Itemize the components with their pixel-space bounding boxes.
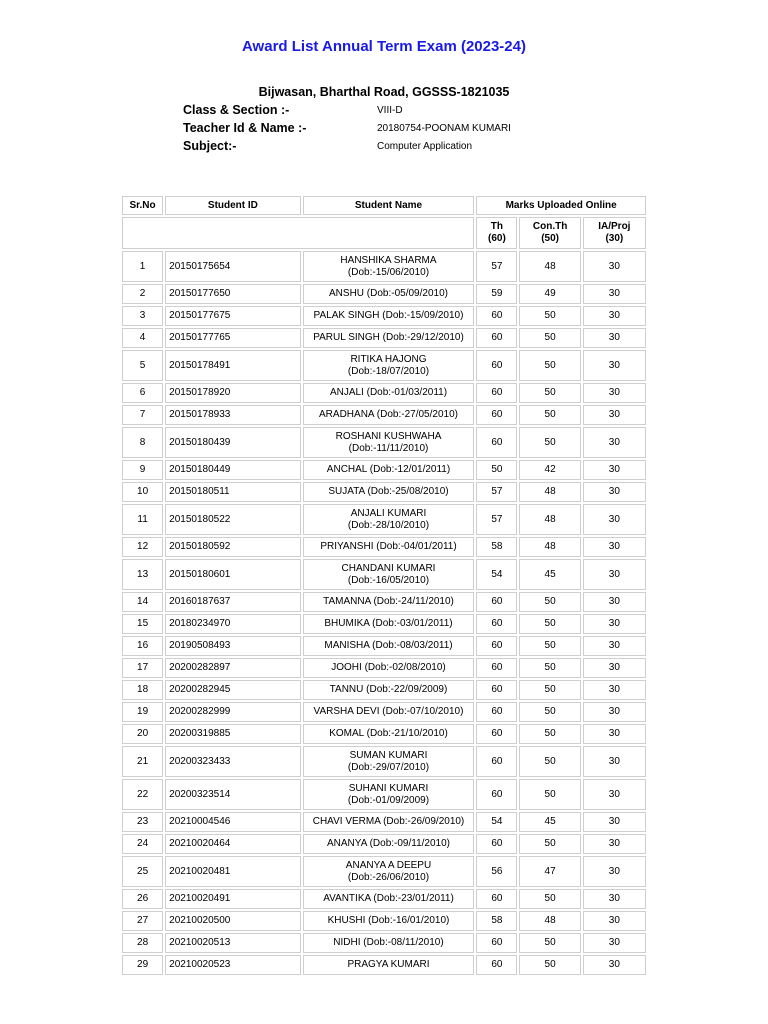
cell-conth-marks: 50 (519, 779, 580, 810)
teacher-label: Teacher Id & Name :- (183, 121, 307, 135)
cell-student-id: 20210020513 (165, 933, 301, 953)
cell-student-id: 20210004546 (165, 812, 301, 832)
cell-conth-marks: 50 (519, 834, 580, 854)
cell-student-id: 20150180449 (165, 460, 301, 480)
cell-th-marks: 60 (476, 350, 517, 381)
table-row (122, 636, 646, 656)
cell-th-marks: 59 (476, 284, 517, 304)
subject-row (183, 137, 472, 155)
table-row (122, 350, 646, 381)
cell-student-name: NIDHI (Dob:-08/11/2010) (303, 933, 475, 953)
teacher-row (183, 119, 511, 137)
table-row (122, 460, 646, 480)
table-row (122, 559, 646, 590)
cell-student-id: 20210020481 (165, 856, 301, 887)
cell-conth-marks: 45 (519, 812, 580, 832)
cell-student-name: ROSHANI KUSHWAHA (Dob:-11/11/2010) (303, 427, 475, 458)
cell-student-id: 20210020500 (165, 911, 301, 931)
cell-srno: 20 (122, 724, 163, 744)
table-row (122, 955, 646, 975)
cell-student-name: SUHANI KUMARI (Dob:-01/09/2009) (303, 779, 475, 810)
table-row (122, 405, 646, 425)
cell-th-marks: 60 (476, 746, 517, 777)
cell-student-id: 20190508493 (165, 636, 301, 656)
cell-student-id: 20210020491 (165, 889, 301, 909)
cell-srno: 6 (122, 383, 163, 403)
cell-student-name: PRAGYA KUMARI (303, 955, 475, 975)
cell-srno: 10 (122, 482, 163, 502)
table-row (122, 724, 646, 744)
cell-iaproj-marks: 30 (583, 702, 646, 722)
cell-student-name: ARADHANA (Dob:-27/05/2010) (303, 405, 475, 425)
col-header-conth: Con.Th (50) (519, 217, 580, 249)
cell-srno: 26 (122, 889, 163, 909)
cell-iaproj-marks: 30 (583, 779, 646, 810)
award-table (120, 194, 648, 977)
cell-student-id: 20150177765 (165, 328, 301, 348)
cell-srno: 2 (122, 284, 163, 304)
cell-student-name: ANJALI (Dob:-01/03/2011) (303, 383, 475, 403)
col-header-iaproj: IA/Proj (30) (583, 217, 646, 249)
cell-student-id: 20150180592 (165, 537, 301, 557)
cell-student-name: PARUL SINGH (Dob:-29/12/2010) (303, 328, 475, 348)
cell-student-id: 20200282897 (165, 658, 301, 678)
cell-srno: 5 (122, 350, 163, 381)
table-row (122, 284, 646, 304)
table-row (122, 614, 646, 634)
cell-th-marks: 50 (476, 460, 517, 480)
cell-student-id: 20200323514 (165, 779, 301, 810)
cell-conth-marks: 50 (519, 680, 580, 700)
cell-student-name: AVANTIKA (Dob:-23/01/2011) (303, 889, 475, 909)
cell-iaproj-marks: 30 (583, 889, 646, 909)
cell-iaproj-marks: 30 (583, 856, 646, 887)
cell-srno: 4 (122, 328, 163, 348)
cell-student-id: 20150178933 (165, 405, 301, 425)
cell-student-name: ANANYA A DEEPU (Dob:-26/06/2010) (303, 856, 475, 887)
cell-student-id: 20150178491 (165, 350, 301, 381)
cell-conth-marks: 50 (519, 592, 580, 612)
table-header-row (122, 196, 646, 215)
cell-student-name: ANANYA (Dob:-09/11/2010) (303, 834, 475, 854)
cell-student-name: TAMANNA (Dob:-24/11/2010) (303, 592, 475, 612)
cell-iaproj-marks: 30 (583, 933, 646, 953)
cell-iaproj-marks: 30 (583, 328, 646, 348)
cell-student-id: 20150180601 (165, 559, 301, 590)
cell-srno: 16 (122, 636, 163, 656)
cell-th-marks: 58 (476, 911, 517, 931)
cell-conth-marks: 50 (519, 328, 580, 348)
teacher-value: 20180754-POONAM KUMARI (377, 122, 511, 134)
cell-iaproj-marks: 30 (583, 746, 646, 777)
cell-conth-marks: 50 (519, 933, 580, 953)
cell-student-name: RITIKA HAJONG (Dob:-18/07/2010) (303, 350, 475, 381)
cell-student-name: KOMAL (Dob:-21/10/2010) (303, 724, 475, 744)
cell-srno: 28 (122, 933, 163, 953)
cell-srno: 3 (122, 306, 163, 326)
class-section-value: VIII-D (377, 104, 403, 116)
cell-student-name: JOOHI (Dob:-02/08/2010) (303, 658, 475, 678)
cell-student-name: PRIYANSHI (Dob:-04/01/2011) (303, 537, 475, 557)
cell-conth-marks: 50 (519, 746, 580, 777)
table-row (122, 658, 646, 678)
cell-th-marks: 60 (476, 427, 517, 458)
cell-srno: 29 (122, 955, 163, 975)
table-row (122, 251, 646, 282)
cell-th-marks: 57 (476, 482, 517, 502)
cell-iaproj-marks: 30 (583, 680, 646, 700)
cell-student-name: ANSHU (Dob:-05/09/2010) (303, 284, 475, 304)
cell-th-marks: 60 (476, 724, 517, 744)
cell-conth-marks: 47 (519, 856, 580, 887)
cell-conth-marks: 50 (519, 614, 580, 634)
cell-iaproj-marks: 30 (583, 537, 646, 557)
cell-th-marks: 60 (476, 779, 517, 810)
cell-iaproj-marks: 30 (583, 614, 646, 634)
cell-iaproj-marks: 30 (583, 812, 646, 832)
cell-conth-marks: 50 (519, 306, 580, 326)
cell-conth-marks: 50 (519, 658, 580, 678)
subject-label: Subject:- (183, 139, 237, 153)
cell-iaproj-marks: 30 (583, 460, 646, 480)
cell-student-id: 20180234970 (165, 614, 301, 634)
cell-srno: 18 (122, 680, 163, 700)
page-title: Award List Annual Term Exam (2023-24) (242, 38, 526, 55)
cell-student-name: SUMAN KUMARI (Dob:-29/07/2010) (303, 746, 475, 777)
table-row (122, 746, 646, 777)
cell-iaproj-marks: 30 (583, 504, 646, 535)
cell-iaproj-marks: 30 (583, 724, 646, 744)
col-header-marks-group: Marks Uploaded Online (476, 196, 646, 215)
cell-student-name: VARSHA DEVI (Dob:-07/10/2010) (303, 702, 475, 722)
table-row (122, 702, 646, 722)
class-section-label: Class & Section :- (183, 103, 290, 117)
cell-th-marks: 60 (476, 636, 517, 656)
cell-student-name: TANNU (Dob:-22/09/2009) (303, 680, 475, 700)
table-subheader-row (122, 217, 646, 249)
cell-th-marks: 60 (476, 592, 517, 612)
col-header-th: Th (60) (476, 217, 517, 249)
cell-iaproj-marks: 30 (583, 284, 646, 304)
cell-conth-marks: 50 (519, 702, 580, 722)
cell-conth-marks: 49 (519, 284, 580, 304)
cell-student-id: 20200282945 (165, 680, 301, 700)
cell-iaproj-marks: 30 (583, 306, 646, 326)
cell-srno: 9 (122, 460, 163, 480)
cell-iaproj-marks: 30 (583, 427, 646, 458)
table-body (122, 251, 646, 975)
cell-th-marks: 60 (476, 933, 517, 953)
cell-iaproj-marks: 30 (583, 559, 646, 590)
cell-conth-marks: 50 (519, 350, 580, 381)
cell-iaproj-marks: 30 (583, 834, 646, 854)
school-name: Bijwasan, Bharthal Road, GGSSS-1821035 (258, 85, 510, 99)
cell-iaproj-marks: 30 (583, 636, 646, 656)
table-row (122, 482, 646, 502)
cell-conth-marks: 50 (519, 955, 580, 975)
cell-student-name: CHANDANI KUMARI (Dob:-16/05/2010) (303, 559, 475, 590)
col-header-student-name: Student Name (303, 196, 475, 215)
cell-srno: 19 (122, 702, 163, 722)
subject-value: Computer Application (377, 140, 473, 152)
cell-conth-marks: 50 (519, 889, 580, 909)
cell-th-marks: 60 (476, 834, 517, 854)
col-header-student-id: Student ID (165, 196, 301, 215)
cell-iaproj-marks: 30 (583, 911, 646, 931)
cell-srno: 8 (122, 427, 163, 458)
cell-student-name: HANSHIKA SHARMA (Dob:-15/06/2010) (303, 251, 475, 282)
cell-student-id: 20150180511 (165, 482, 301, 502)
cell-student-id: 20150178920 (165, 383, 301, 403)
cell-th-marks: 57 (476, 251, 517, 282)
cell-student-id: 20200319885 (165, 724, 301, 744)
cell-srno: 24 (122, 834, 163, 854)
cell-conth-marks: 45 (519, 559, 580, 590)
subheader-blank (122, 217, 474, 249)
class-section-row (183, 101, 403, 119)
cell-th-marks: 60 (476, 383, 517, 403)
cell-srno: 25 (122, 856, 163, 887)
cell-conth-marks: 50 (519, 427, 580, 458)
cell-student-id: 20210020523 (165, 955, 301, 975)
cell-srno: 1 (122, 251, 163, 282)
cell-student-name: KHUSHI (Dob:-16/01/2010) (303, 911, 475, 931)
cell-conth-marks: 48 (519, 537, 580, 557)
cell-th-marks: 54 (476, 812, 517, 832)
cell-srno: 23 (122, 812, 163, 832)
table-row (122, 812, 646, 832)
table-row (122, 504, 646, 535)
cell-srno: 27 (122, 911, 163, 931)
cell-student-name: BHUMIKA (Dob:-03/01/2011) (303, 614, 475, 634)
table-row (122, 889, 646, 909)
cell-iaproj-marks: 30 (583, 251, 646, 282)
cell-th-marks: 60 (476, 702, 517, 722)
cell-th-marks: 60 (476, 328, 517, 348)
cell-th-marks: 60 (476, 889, 517, 909)
table-row (122, 856, 646, 887)
cell-iaproj-marks: 30 (583, 955, 646, 975)
cell-srno: 7 (122, 405, 163, 425)
cell-iaproj-marks: 30 (583, 592, 646, 612)
cell-th-marks: 60 (476, 306, 517, 326)
table-row (122, 306, 646, 326)
cell-th-marks: 60 (476, 405, 517, 425)
cell-th-marks: 56 (476, 856, 517, 887)
table-row (122, 779, 646, 810)
table-row (122, 537, 646, 557)
cell-student-name: ANCHAL (Dob:-12/01/2011) (303, 460, 475, 480)
cell-student-id: 20150180439 (165, 427, 301, 458)
cell-srno: 17 (122, 658, 163, 678)
table-row (122, 911, 646, 931)
cell-srno: 14 (122, 592, 163, 612)
cell-srno: 22 (122, 779, 163, 810)
cell-student-id: 20150180522 (165, 504, 301, 535)
cell-student-id: 20210020464 (165, 834, 301, 854)
cell-srno: 13 (122, 559, 163, 590)
cell-th-marks: 60 (476, 614, 517, 634)
table-row (122, 933, 646, 953)
table-row (122, 427, 646, 458)
cell-th-marks: 58 (476, 537, 517, 557)
cell-iaproj-marks: 30 (583, 405, 646, 425)
table-row (122, 383, 646, 403)
cell-student-name: PALAK SINGH (Dob:-15/09/2010) (303, 306, 475, 326)
cell-conth-marks: 50 (519, 636, 580, 656)
cell-th-marks: 57 (476, 504, 517, 535)
cell-iaproj-marks: 30 (583, 658, 646, 678)
cell-srno: 21 (122, 746, 163, 777)
cell-conth-marks: 50 (519, 383, 580, 403)
col-header-srno: Sr.No (122, 196, 163, 215)
cell-student-id: 20150177675 (165, 306, 301, 326)
cell-th-marks: 60 (476, 955, 517, 975)
cell-student-id: 20150175654 (165, 251, 301, 282)
cell-student-name: MANISHA (Dob:-08/03/2011) (303, 636, 475, 656)
cell-student-name: SUJATA (Dob:-25/08/2010) (303, 482, 475, 502)
cell-srno: 11 (122, 504, 163, 535)
cell-conth-marks: 48 (519, 251, 580, 282)
cell-conth-marks: 48 (519, 504, 580, 535)
cell-conth-marks: 48 (519, 911, 580, 931)
cell-iaproj-marks: 30 (583, 482, 646, 502)
cell-conth-marks: 50 (519, 724, 580, 744)
cell-student-id: 20200323433 (165, 746, 301, 777)
cell-student-id: 20150177650 (165, 284, 301, 304)
cell-th-marks: 54 (476, 559, 517, 590)
cell-student-name: ANJALI KUMARI (Dob:-28/10/2010) (303, 504, 475, 535)
cell-srno: 15 (122, 614, 163, 634)
cell-student-id: 20160187637 (165, 592, 301, 612)
cell-th-marks: 60 (476, 680, 517, 700)
cell-conth-marks: 48 (519, 482, 580, 502)
cell-conth-marks: 42 (519, 460, 580, 480)
table-row (122, 328, 646, 348)
cell-iaproj-marks: 30 (583, 383, 646, 403)
cell-th-marks: 60 (476, 658, 517, 678)
table-row (122, 834, 646, 854)
table-row (122, 680, 646, 700)
table-row (122, 592, 646, 612)
cell-iaproj-marks: 30 (583, 350, 646, 381)
cell-conth-marks: 50 (519, 405, 580, 425)
cell-srno: 12 (122, 537, 163, 557)
cell-student-name: CHAVI VERMA (Dob:-26/09/2010) (303, 812, 475, 832)
cell-student-id: 20200282999 (165, 702, 301, 722)
